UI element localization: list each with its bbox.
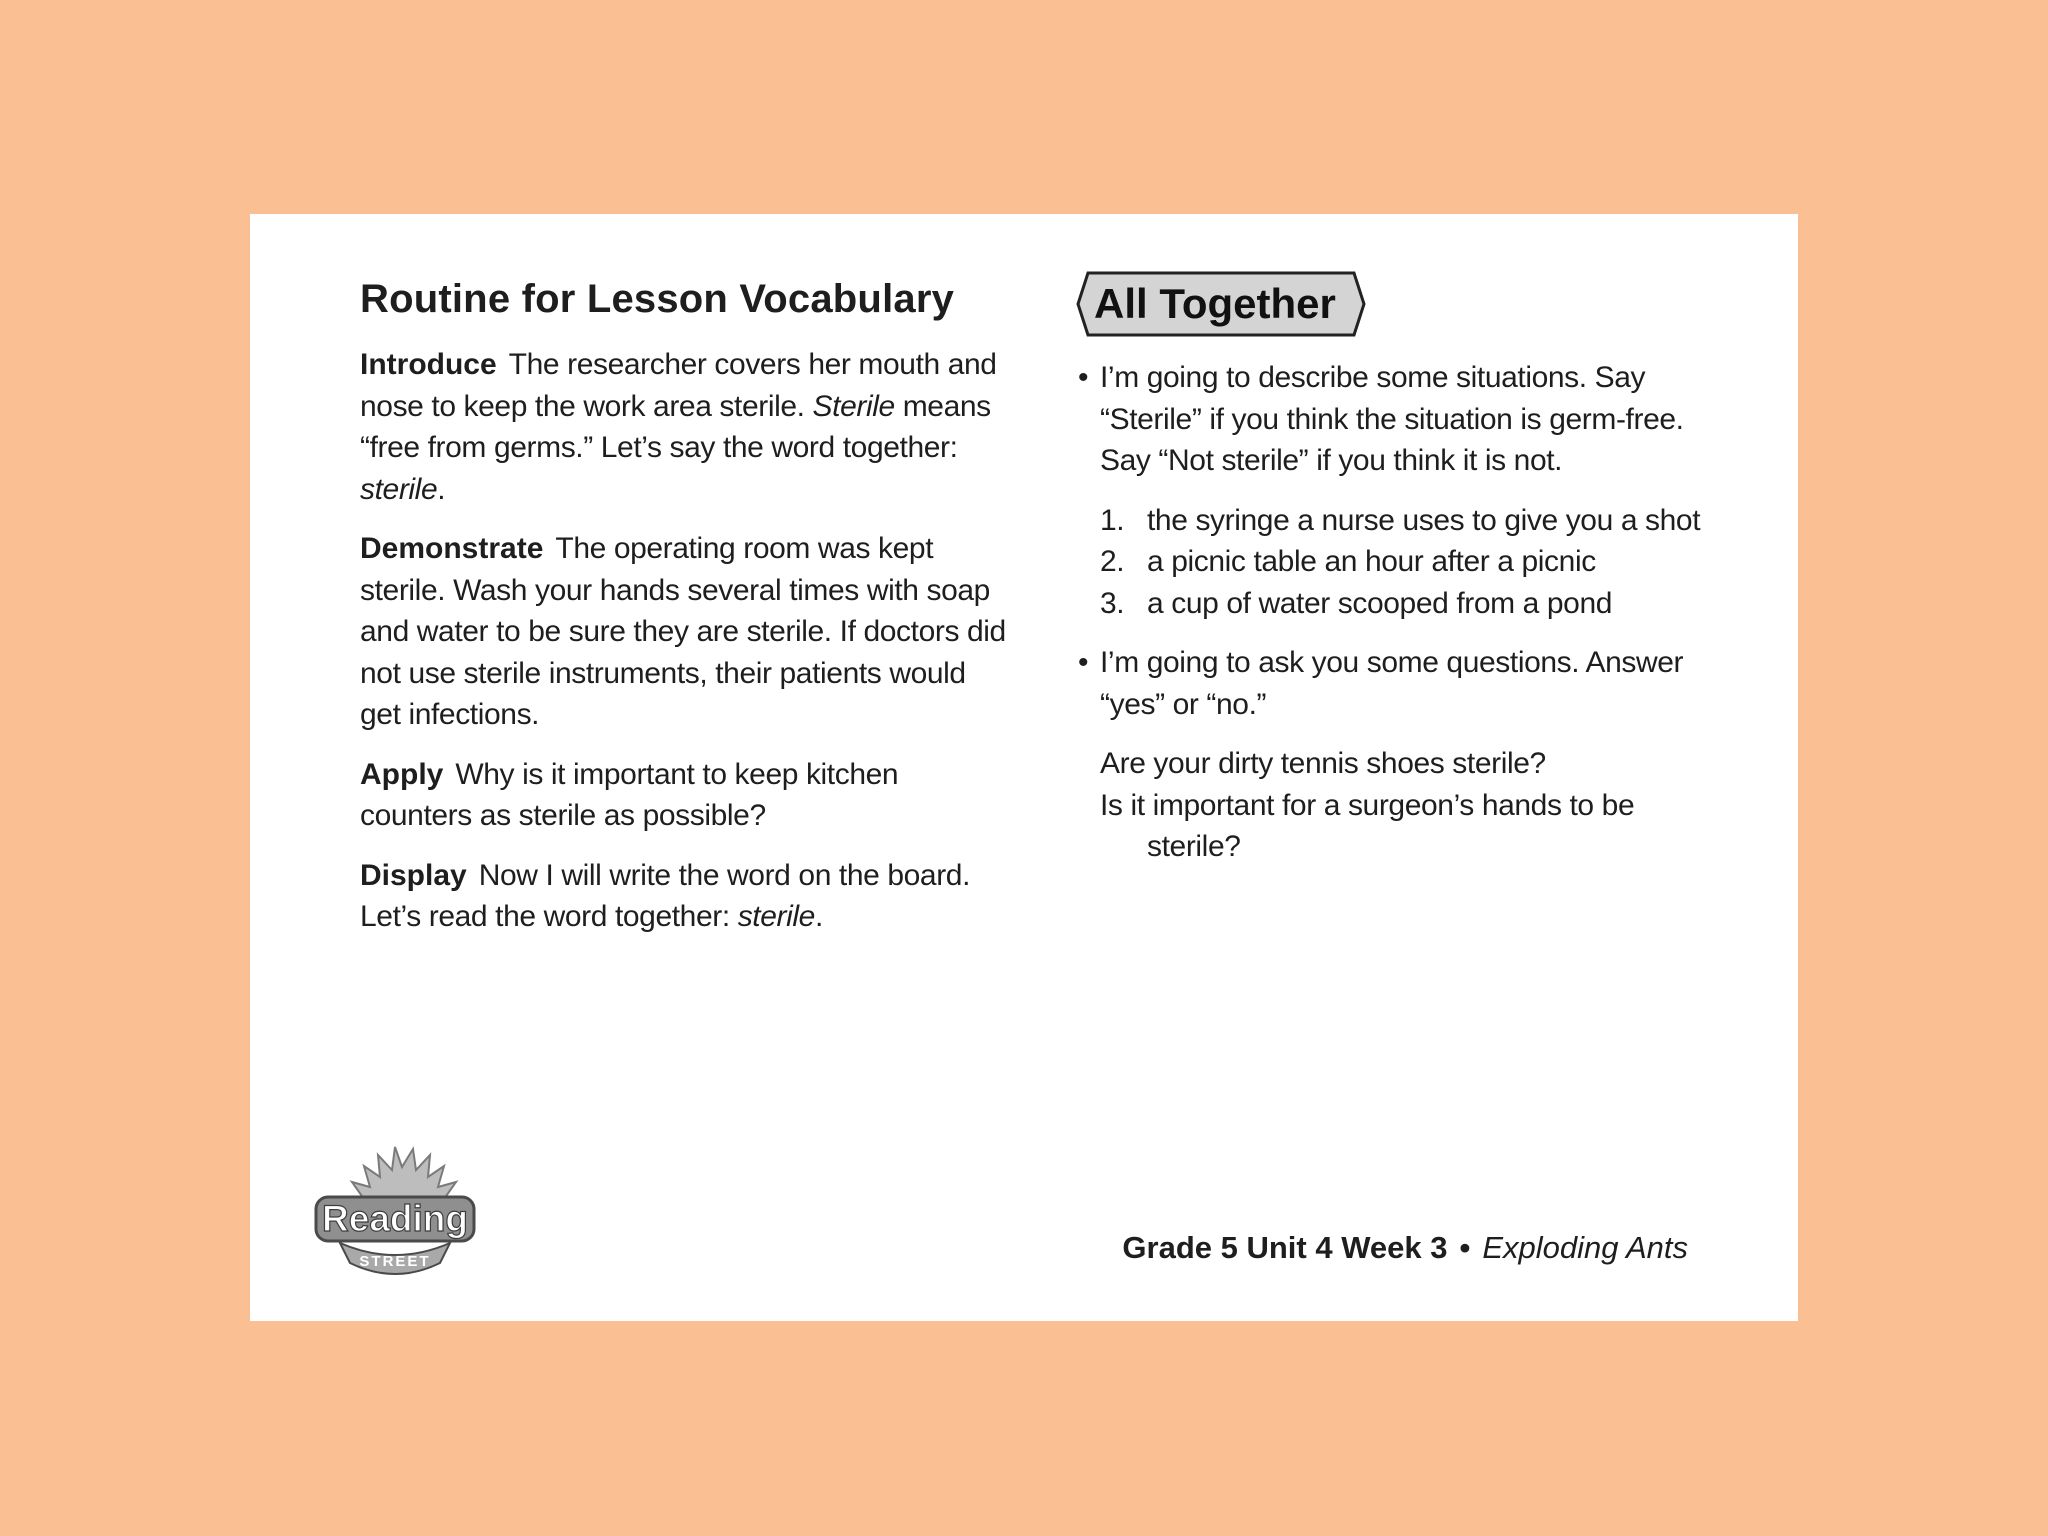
question-list xyxy=(1076,743,1716,868)
vocabulary-card xyxy=(250,214,1798,1321)
display-text-2: . xyxy=(814,900,823,933)
footer-credit xyxy=(1122,1230,1688,1266)
introduce-term-1: Sterile xyxy=(812,389,895,423)
introduce-term-2: sterile xyxy=(360,472,438,506)
item-number: 2. xyxy=(1100,545,1125,578)
question-item: Is it important for a surgeon’s hands to be sterile? xyxy=(1100,788,1635,863)
bullet-dot-icon: • xyxy=(1078,361,1089,394)
list-item xyxy=(1100,541,1716,583)
footer-grade: Grade 5 Unit 4 Week 3 xyxy=(1122,1230,1448,1265)
bullet-situations-text: I’m going to describe some situations. Say “Sterile” if you think the situation is germ-free. Say “Not sterile” if you think it is not. xyxy=(1100,361,1684,477)
footer-title: Exploding Ants xyxy=(1482,1230,1688,1265)
apply-text: Why is it important to keep kitchen counters as sterile as possible? xyxy=(360,757,899,832)
introduce-paragraph xyxy=(360,344,1010,510)
footer-bullet: • xyxy=(1459,1230,1471,1265)
display-text-1: Now I will write the word on the board. Let’s read the word together: xyxy=(360,858,971,933)
introduce-label: Introduce xyxy=(360,348,497,381)
bullet-dot-icon: • xyxy=(1078,646,1089,679)
display-paragraph xyxy=(360,855,1010,938)
demonstrate-label: Demonstrate xyxy=(360,532,544,565)
situation-list xyxy=(1076,500,1716,625)
list-item xyxy=(1100,500,1716,542)
display-label: Display xyxy=(360,858,467,892)
all-together-column xyxy=(1076,271,1716,868)
item-number: 1. xyxy=(1100,503,1125,537)
routine-column xyxy=(360,274,1010,956)
reading-street-logo xyxy=(310,1139,480,1289)
apply-paragraph xyxy=(360,754,1010,837)
demonstrate-paragraph xyxy=(360,528,1010,736)
routine-title: Routine for Lesson Vocabulary xyxy=(360,277,955,321)
logo-word: Reading xyxy=(322,1198,468,1239)
reading-street-logo-icon xyxy=(310,1139,480,1289)
all-together-banner xyxy=(1076,271,1360,337)
display-term: sterile xyxy=(737,900,815,933)
item-number: 3. xyxy=(1100,586,1125,620)
item-text: a picnic table an hour after a picnic xyxy=(1147,545,1596,578)
bullet-questions-text: I’m going to ask you some questions. Answer “yes” or “no.” xyxy=(1100,646,1684,721)
introduce-text-2: means “free from germs.” Let’s say the word together: xyxy=(360,389,991,464)
banner-label: All Together xyxy=(1094,280,1336,327)
bullet-questions xyxy=(1076,642,1716,725)
apply-label: Apply xyxy=(360,757,444,791)
logo-sub: STREET xyxy=(359,1253,431,1270)
introduce-text-3: . xyxy=(437,472,446,506)
item-text: the syringe a nurse uses to give you a shot xyxy=(1147,503,1701,537)
question-item: Are your dirty tennis shoes sterile? xyxy=(1100,747,1546,780)
item-text: a cup of water scooped from a pond xyxy=(1147,586,1613,620)
bullet-situations xyxy=(1076,357,1716,482)
introduce-text-1: The researcher covers her mouth and nose to keep the work area sterile. xyxy=(360,348,997,423)
list-item xyxy=(1100,583,1716,625)
demonstrate-text: The operating room was kept sterile. Wash your hands several times with soap and water to be sure they are sterile. If doctors did not use sterile instruments, their patients would get infections. xyxy=(360,532,1006,731)
